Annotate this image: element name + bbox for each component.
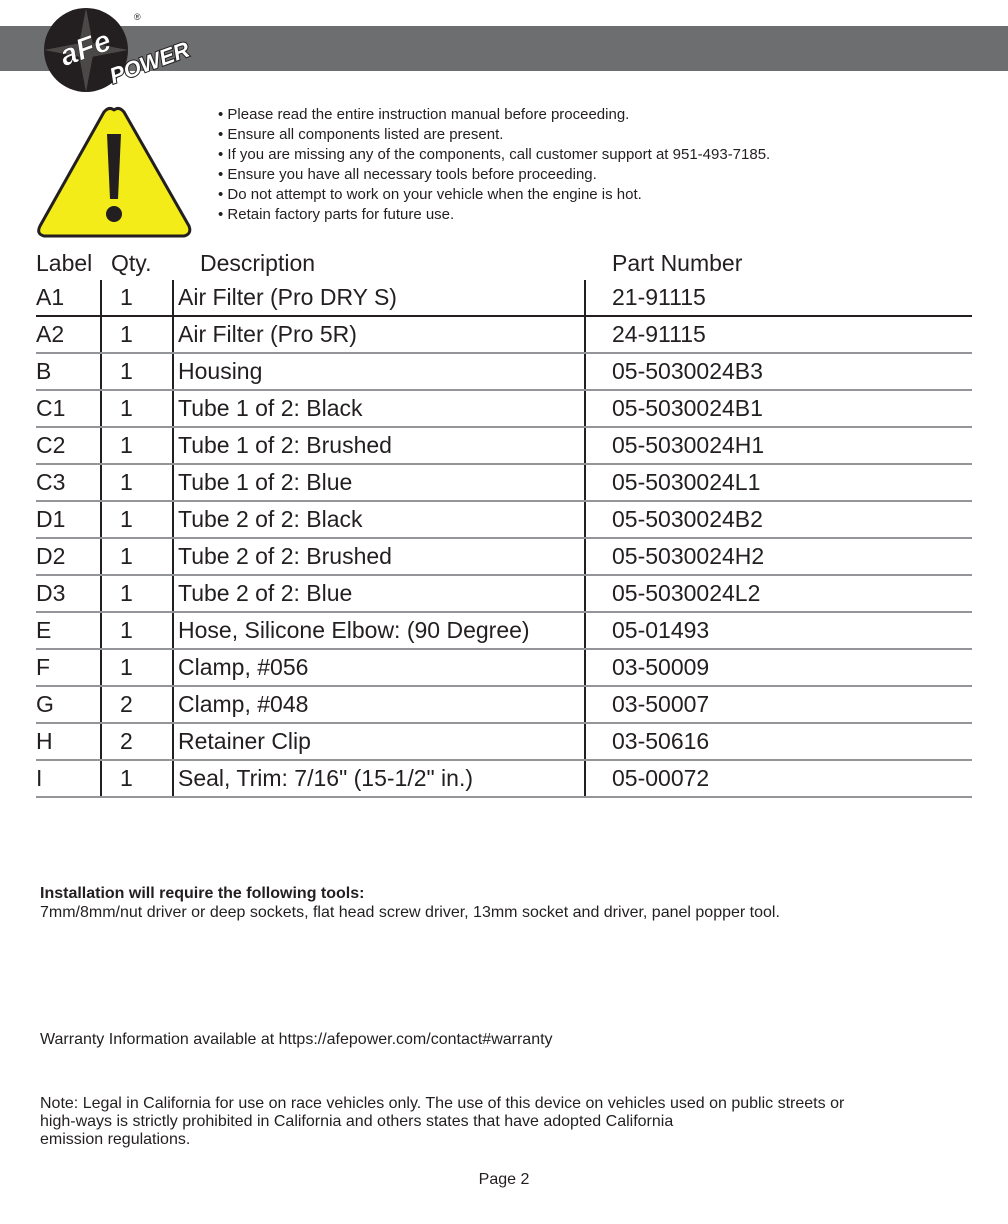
svg-text:POWER: POWER	[106, 36, 193, 89]
afe-power-logo	[44, 0, 194, 100]
cell-description: Hose, Silicone Elbow: (90 Degree)	[173, 612, 585, 649]
cell-description: Tube 1 of 2: Blue	[173, 464, 585, 501]
table-row	[36, 390, 972, 427]
cell-description: Housing	[173, 353, 585, 390]
table-row	[36, 280, 972, 316]
precaution-item: • Do not attempt to work on your vehicle when the engine is hot.	[218, 185, 770, 205]
cell-part-number: 05-5030024H2	[585, 538, 972, 575]
header-part-number: Part Number	[612, 250, 743, 276]
cell-part-number: 05-01493	[585, 612, 972, 649]
cell-part-number: 24-91115	[585, 316, 972, 353]
header-qty: Qty.	[111, 250, 152, 276]
table-row	[36, 464, 972, 501]
header-label: Label	[36, 250, 93, 276]
cell-label: A2	[36, 316, 101, 353]
warning-icon	[34, 104, 194, 240]
cell-qty: 1	[101, 612, 173, 649]
cell-part-number: 05-5030024B2	[585, 501, 972, 538]
table-row	[36, 353, 972, 390]
cell-qty: 1	[101, 353, 173, 390]
cell-description: Air Filter (Pro DRY S)	[173, 280, 585, 316]
cell-part-number: 03-50007	[585, 686, 972, 723]
table-row	[36, 538, 972, 575]
cell-description: Tube 2 of 2: Black	[173, 501, 585, 538]
svg-text:®: ®	[134, 12, 141, 22]
cell-label: A1	[36, 280, 101, 316]
cell-qty: 1	[101, 427, 173, 464]
cell-label: G	[36, 686, 101, 723]
table-row	[36, 686, 972, 723]
cell-qty: 2	[101, 723, 173, 760]
table-row	[36, 760, 972, 797]
cell-part-number: 05-5030024B1	[585, 390, 972, 427]
legal-note-line: high-ways is strictly prohibited in California and others states that have adopted California	[40, 1113, 674, 1130]
header-description: Description	[200, 250, 316, 276]
precaution-list	[218, 105, 770, 225]
cell-label: I	[36, 760, 101, 797]
table-row	[36, 649, 972, 686]
cell-label: D2	[36, 538, 101, 575]
cell-qty: 1	[101, 390, 173, 427]
cell-label: E	[36, 612, 101, 649]
legal-note-line: emission regulations.	[40, 1131, 191, 1148]
cell-label: D3	[36, 575, 101, 612]
cell-label: H	[36, 723, 101, 760]
table-row	[36, 612, 972, 649]
cell-part-number: 05-5030024L1	[585, 464, 972, 501]
page-number: Page 2	[478, 1171, 530, 1188]
cell-qty: 1	[101, 538, 173, 575]
cell-label: F	[36, 649, 101, 686]
svg-text:aFe: aFe	[55, 24, 116, 73]
cell-qty: 1	[101, 760, 173, 797]
tools-title: Installation will require the following tools:	[40, 885, 365, 902]
cell-description: Tube 1 of 2: Black	[173, 390, 585, 427]
table-row	[36, 427, 972, 464]
precaution-item: • Ensure all components listed are present.	[218, 125, 770, 145]
cell-label: C2	[36, 427, 101, 464]
cell-part-number: 05-00072	[585, 760, 972, 797]
cell-part-number: 05-5030024H1	[585, 427, 972, 464]
legal-note	[40, 1095, 940, 1149]
cell-qty: 1	[101, 575, 173, 612]
cell-qty: 1	[101, 464, 173, 501]
precaution-item: • Ensure you have all necessary tools before proceeding.	[218, 165, 770, 185]
warranty-info: Warranty Information available at https://afepower.com/contact#warranty	[40, 1031, 553, 1048]
cell-qty: 1	[101, 501, 173, 538]
cell-description: Tube 2 of 2: Brushed	[173, 538, 585, 575]
table-row	[36, 501, 972, 538]
cell-label: C3	[36, 464, 101, 501]
cell-label: B	[36, 353, 101, 390]
cell-qty: 1	[101, 316, 173, 353]
cell-qty: 2	[101, 686, 173, 723]
cell-qty: 1	[101, 280, 173, 316]
cell-description: Clamp, #048	[173, 686, 585, 723]
cell-qty: 1	[101, 649, 173, 686]
cell-part-number: 03-50616	[585, 723, 972, 760]
precaution-item: • Please read the entire instruction manual before proceeding.	[218, 105, 770, 125]
cell-part-number: 05-5030024B3	[585, 353, 972, 390]
cell-label: D1	[36, 501, 101, 538]
cell-part-number: 21-91115	[585, 280, 972, 316]
precaution-item: • Retain factory parts for future use.	[218, 205, 770, 225]
cell-part-number: 05-5030024L2	[585, 575, 972, 612]
cell-description: Tube 2 of 2: Blue	[173, 575, 585, 612]
cell-description: Air Filter (Pro 5R)	[173, 316, 585, 353]
cell-label: C1	[36, 390, 101, 427]
parts-table	[36, 280, 972, 798]
table-row	[36, 316, 972, 353]
legal-note-line: Note: Legal in California for use on race vehicles only. The use of this device on vehicles used on public streets or	[40, 1095, 845, 1112]
cell-description: Tube 1 of 2: Brushed	[173, 427, 585, 464]
table-row	[36, 575, 972, 612]
tools-text: 7mm/8mm/nut driver or deep sockets, flat head screw driver, 13mm socket and driver, panel popper tool.	[40, 904, 780, 921]
precaution-item: • If you are missing any of the components, call customer support at 951-493-7185.	[218, 145, 770, 165]
cell-description: Retainer Clip	[173, 723, 585, 760]
table-row	[36, 723, 972, 760]
cell-description: Clamp, #056	[173, 649, 585, 686]
cell-description: Seal, Trim: 7/16" (15-1/2" in.)	[173, 760, 585, 797]
cell-part-number: 03-50009	[585, 649, 972, 686]
